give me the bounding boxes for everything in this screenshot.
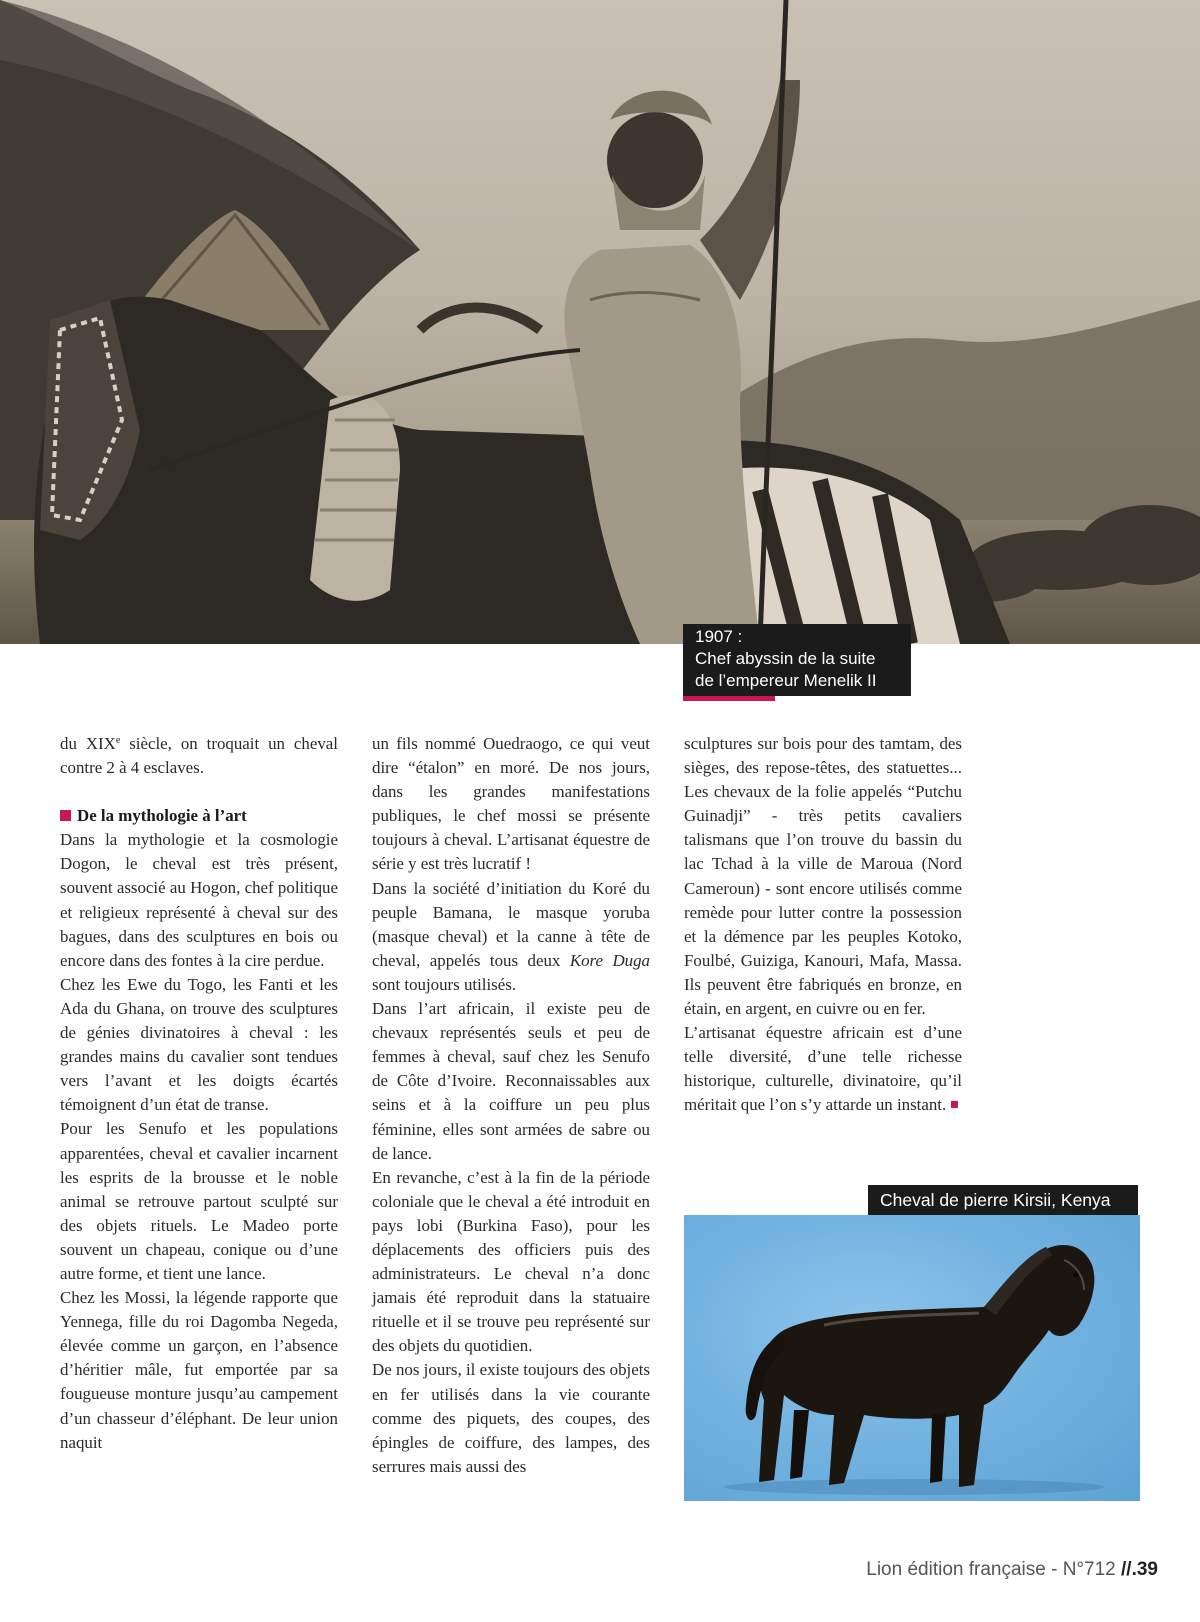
paragraph: Dans l’art africain, il existe peu de chevaux représentés seuls et peu de femmes à cheval, sauf chez les Senufo de Côte d’Ivoire. Reconnaissables aux seins et à la coiffure un peu plus féminine, elles sont armées de sabre ou de lance. — [372, 999, 650, 1163]
text-column-2 — [372, 732, 650, 1479]
text-column-1 — [60, 732, 338, 1455]
paragraph: du XIXe siècle, on troquait un cheval contre 2 à 4 esclaves. — [60, 734, 338, 778]
page-number: .39 — [1131, 1559, 1158, 1580]
section-heading: De la mythologie à l’art — [60, 804, 338, 828]
hero-photo-caption — [683, 624, 911, 696]
caption-accent-bar — [683, 696, 775, 701]
stone-horse-sculpture — [684, 1215, 1140, 1501]
horse-caption-text: Cheval de pierre Kirsii, Kenya — [880, 1190, 1111, 1210]
magazine-issue: Lion édition française - N°712 — [866, 1559, 1116, 1580]
accent-square — [60, 810, 71, 821]
hero-caption-line-3: de l’empereur Menelik II — [695, 671, 877, 690]
footer-separator: // — [1121, 1559, 1132, 1580]
paragraph: Pour les Senufo et les populations apparentées, cheval et cavalier incarnent les esprits de la brousse et le noble animal se retrouve partout sculpté sur des objets rituels. Le Madeo porte souvent un chapeau, conique ou d’une autre forme, et tient une lance. — [60, 1119, 338, 1283]
paragraph: un fils nommé Ouedraogo, ce qui veut dire “étalon” en moré. De nos jours, dans les grandes manifestations publiques, le chef mossi se présente toujours à cheval. L’artisanat équestre de série y est très lucratif ! — [372, 734, 650, 874]
paragraph: En revanche, c’est à la fin de la période coloniale que le cheval a été introduit en pays lobi (Burkina Faso), pour les déplacements des officiers puis des administrateurs. Le cheval n’a donc jamais été reproduit dans la statuaire rituelle et il se trouve peu représenté sur des objets du quotidien. — [372, 1167, 650, 1356]
paragraph: sculptures sur bois pour des tamtam, des sièges, des repose-têtes, des statuettes... Les chevaux de la folie appelés “Putchu Guinadji” - très petits cavaliers talismans que l’on trouve du bassin du lac Tchad à la ville de Maroua (Nord Cameroun) - sont encore utilisés comme remède pour lutter contre la possession et la démence par les peuples Kotoko, Foulbé, Guiziga, Kanouri, Mafa, Massa. Ils peuvent être fabriqués en bronze, en étain, en argent, en cuivre ou en fer. — [684, 734, 962, 1019]
hero-caption-line-1: 1907 : — [695, 627, 743, 646]
paragraph: Chez les Ewe du Togo, les Fanti et les Ada du Ghana, on trouve des sculptures de génies divinatoires à cheval : les grandes mains du cavalier sont tendues vers l’avant et les doigts écartés témoignent d’un état de transe. — [60, 974, 338, 1115]
paragraph: Dans la mythologie et la cosmologie Dogon, le cheval est très présent, souvent associé au Hogon, chef politique et religieux représenté à cheval sur des bagues, dans des sculptures en bois ou encore dans des fontes à la cire perdue. — [60, 830, 338, 970]
hero-photo — [0, 0, 1200, 644]
stone-horse-photo — [684, 1215, 1140, 1501]
paragraph: De nos jours, il existe toujours des objets en fer utilisés dans la vie courante comme des piquets, des coupes, des épingles de coiffure, des lampes, des serrures mais aussi des — [372, 1360, 650, 1476]
horseman-illustration — [0, 0, 1200, 644]
paragraph: Chez les Mossi, la légende rapporte que Yennega, fille du roi Dagomba Negeda, élevée comme un garçon, en l’absence d’héritier mâle, fut emportée par sa fougueuse monture jusqu’au campement d’un chasseur d’éléphant. De leur union naquit — [60, 1288, 338, 1452]
horse-photo-caption — [868, 1185, 1138, 1216]
paragraph: L’artisanat équestre africain est d’une telle diversité, d’une telle richesse historique, culturelle, divinatoire, qu’il méritait que l’on s’y attarde un instant. — [684, 1023, 962, 1115]
paragraph: Dans la société d’initiation du Koré du peuple Bamana, le masque yoruba (masque cheval) et la canne à tête de cheval, appelés tous deux Kore Duga sont toujours utilisés. — [372, 878, 650, 994]
hero-caption-line-2: Chef abyssin de la suite — [695, 649, 876, 668]
page-footer — [866, 1559, 1158, 1581]
text-column-3 — [684, 732, 962, 1118]
end-of-article-mark — [951, 1101, 958, 1108]
